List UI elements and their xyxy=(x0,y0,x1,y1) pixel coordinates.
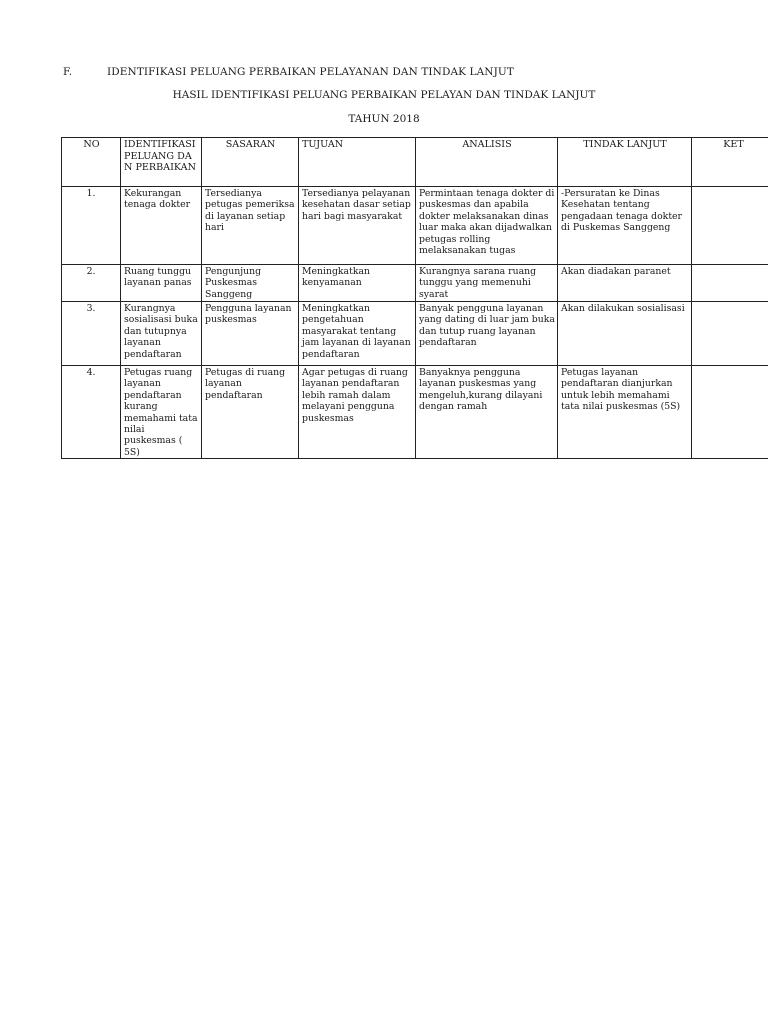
cell-sasaran: Pengguna layanan puskesmas xyxy=(202,302,299,366)
document-subtitle: HASIL IDENTIFIKASI PELUANG PERBAIKAN PELAYAN DAN TINDAK LANJUT xyxy=(172,89,596,101)
table-row xyxy=(62,302,768,366)
cell-sasaran: Petugas di ruang layanan pendaftaran xyxy=(202,366,299,459)
header-sasaran: SASARAN xyxy=(202,138,299,187)
header-identifikasi: IDENTIFIKASI PELUANG DAN PERBAIKAN xyxy=(121,138,202,187)
cell-sasaran: Pengunjung Puskesmas Sanggeng xyxy=(202,265,299,302)
cell-ket xyxy=(692,265,768,302)
header-tindak-lanjut: TINDAK LANJUT xyxy=(558,138,692,187)
table-row xyxy=(62,187,768,265)
table-row xyxy=(62,265,768,302)
section-title: IDENTIFIKASI PELUANG PERBAIKAN PELAYANAN DAN TINDAK LANJUT xyxy=(107,66,514,78)
section-heading xyxy=(63,66,514,78)
header-tujuan: TUJUAN xyxy=(299,138,416,187)
cell-tujuan: Tersedianya pelayanan kesehatan dasar setiap hari bagi masyarakat xyxy=(299,187,416,265)
cell-sasaran: Tersedianya petugas pemeriksa di layanan setiap hari xyxy=(202,187,299,265)
section-letter: F. xyxy=(63,66,73,78)
header-analisis: ANALISIS xyxy=(416,138,558,187)
cell-no: 2. xyxy=(62,265,121,302)
cell-analisis: Banyak pengguna layanan yang dating di luar jam buka dan tutup ruang layanan pendaftaran xyxy=(416,302,558,366)
table-row xyxy=(62,366,768,459)
table-header-row xyxy=(62,138,768,187)
cell-identifikasi: Ruang tunggu layanan panas xyxy=(121,265,202,302)
cell-tindak-lanjut: Akan dilakukan sosialisasi xyxy=(558,302,692,366)
cell-identifikasi: Kurangnya sosialisasi buka dan tutupnya layanan pendaftaran xyxy=(121,302,202,366)
cell-ket xyxy=(692,187,768,265)
cell-tujuan: Meningkatkan kenyamanan xyxy=(299,265,416,302)
improvement-table xyxy=(61,137,768,459)
document-year: TAHUN 2018 xyxy=(348,113,420,125)
cell-analisis: Permintaan tenaga dokter di puskesmas dan apabila dokter melaksanakan dinas luar maka akan dijadwalkan petugas rolling melaksanakan tugas xyxy=(416,187,558,265)
cell-tindak-lanjut: Petugas layanan pendaftaran dianjurkan untuk lebih memahami tata nilai puskesmas (5S) xyxy=(558,366,692,459)
cell-identifikasi: Kekurangan tenaga dokter xyxy=(121,187,202,265)
cell-tindak-lanjut: Akan diadakan paranet xyxy=(558,265,692,302)
header-no: NO xyxy=(62,138,121,187)
cell-tujuan: Agar petugas di ruang layanan pendaftaran lebih ramah dalam melayani pengguna puskesmas xyxy=(299,366,416,459)
cell-no: 4. xyxy=(62,366,121,459)
cell-tujuan: Meningkatkan pengetahuan masyarakat tentang jam layanan di layanan pendaftaran xyxy=(299,302,416,366)
cell-no: 1. xyxy=(62,187,121,265)
cell-ket xyxy=(692,366,768,459)
header-ket: KET xyxy=(692,138,768,187)
cell-analisis: Kurangnya sarana ruang tunggu yang memenuhi syarat xyxy=(416,265,558,302)
cell-tindak-lanjut: -Persuratan ke Dinas Kesehatan tentang pengadaan tenaga dokter di Puskemas Sanggeng xyxy=(558,187,692,265)
cell-analisis: Banyaknya pengguna layanan puskesmas yang mengeluh,kurang dilayani dengan ramah xyxy=(416,366,558,459)
cell-no: 3. xyxy=(62,302,121,366)
cell-ket xyxy=(692,302,768,366)
cell-identifikasi: Petugas ruang layanan pendaftaran kurang memahami tata nilai puskesmas ( 5S) xyxy=(121,366,202,459)
